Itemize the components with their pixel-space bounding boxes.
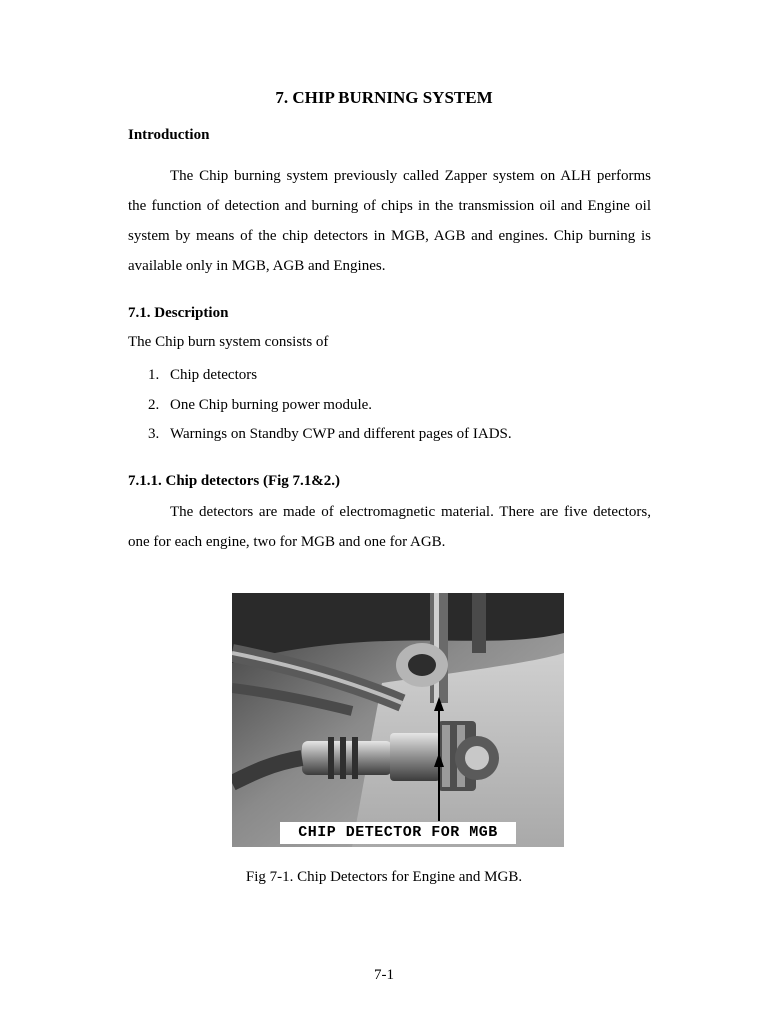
page-title: 7. CHIP BURNING SYSTEM <box>275 88 493 107</box>
list-item: 2. One Chip burning power module. <box>148 396 373 413</box>
chip-detectors-paragraph: The detectors are made of electromagnetic material. There are five detectors, one for each engine, two for MGB and one for AGB. <box>128 504 651 550</box>
list-item: 1. Chip detectors <box>148 367 258 383</box>
description-heading: 7.1. Description <box>128 305 229 321</box>
page-number: 7-1 <box>374 967 394 983</box>
introduction-paragraph: The Chip burning system previously called Zapper system on ALH performs the function of detection and burning of chips in the transmission oil and Engine oil system by means of the chip detectors in MGB, AGB and engines. Chip burning is available only in MGB, AGB and Engines. <box>128 168 651 274</box>
chip-detector-photo <box>232 593 564 847</box>
figure-label: CHIP DETECTOR FOR MGB <box>280 822 516 844</box>
introduction-heading: Introduction <box>128 127 210 143</box>
chip-detectors-heading: 7.1.1. Chip detectors (Fig 7.1&2.) <box>128 473 341 489</box>
photo-illustration <box>232 593 564 847</box>
figure-caption: Fig 7-1. Chip Detectors for Engine and MGB. <box>245 869 523 885</box>
components-list <box>148 361 512 450</box>
description-intro-line: The Chip burn system consists of <box>128 334 329 350</box>
list-item: 3. Warnings on Standby CWP and different pages of IADS. <box>148 426 512 442</box>
